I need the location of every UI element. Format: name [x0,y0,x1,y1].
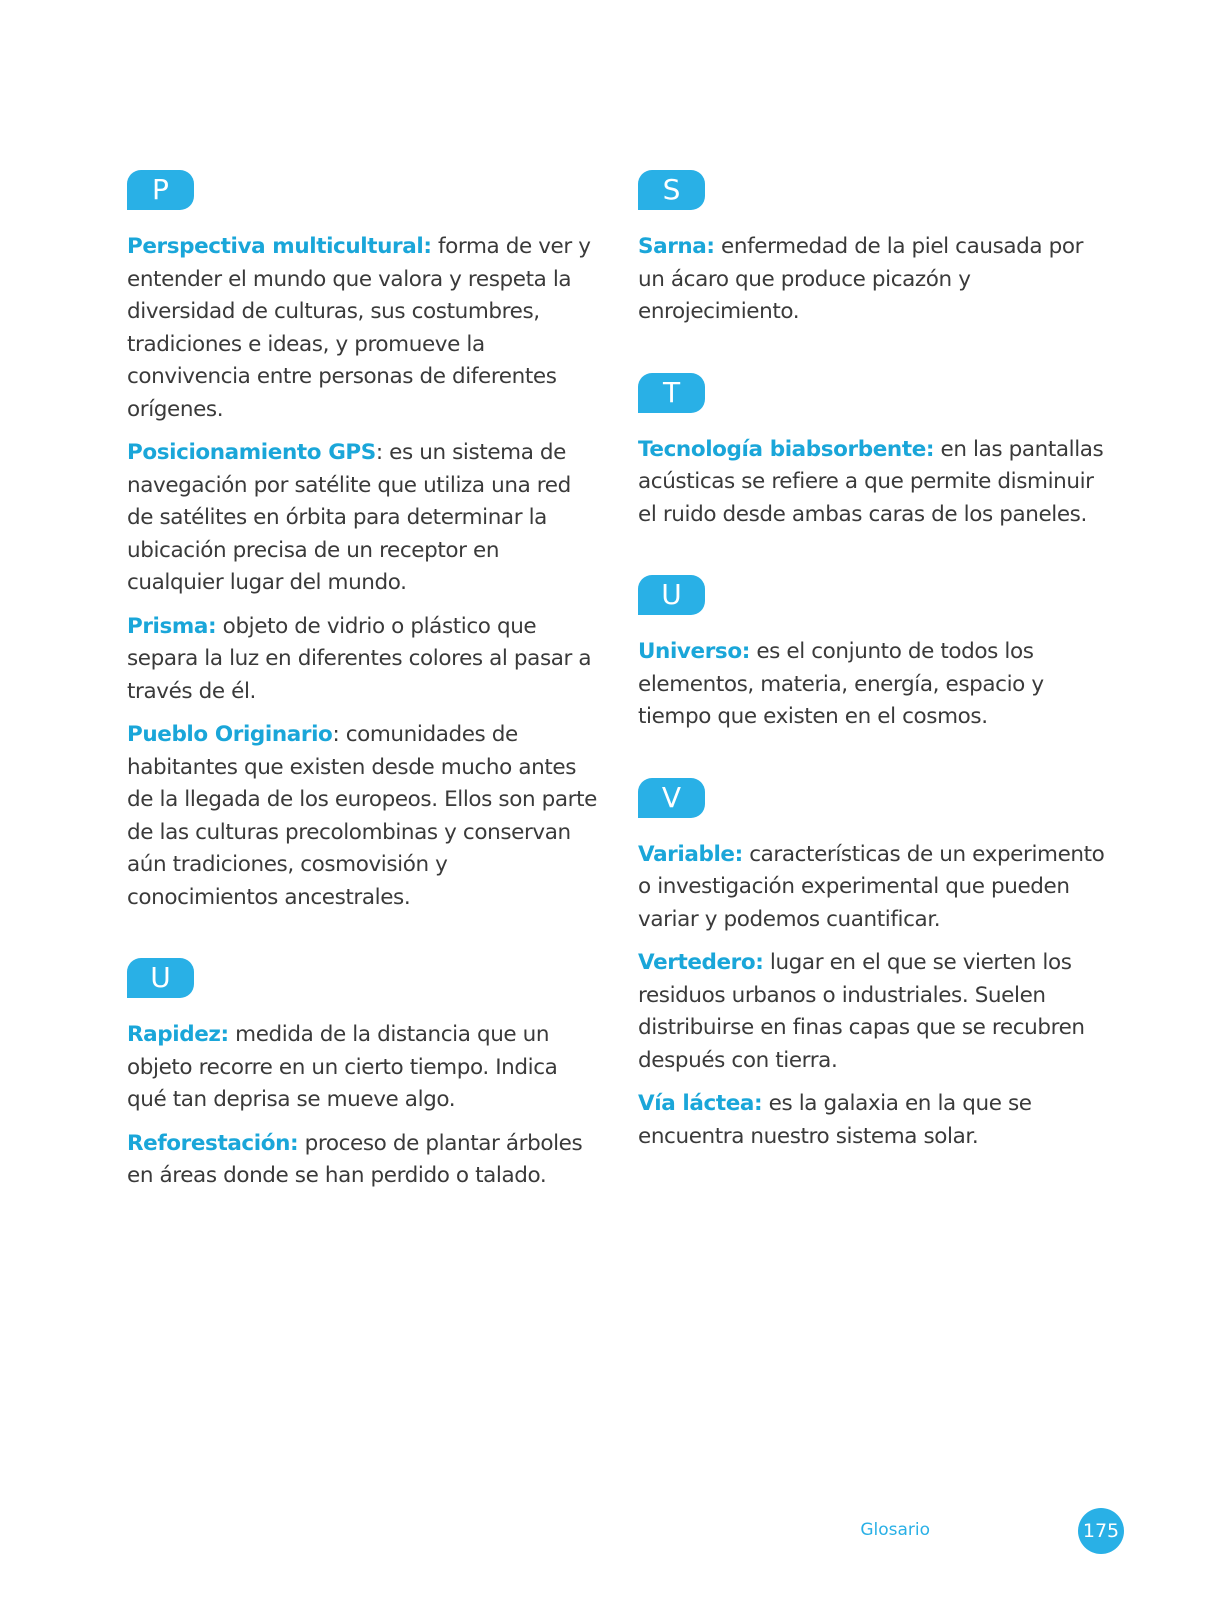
glossary-term: Vertedero: [638,950,764,975]
letter-badge: U [127,958,194,998]
letter-badge: V [638,778,705,818]
glossary-entry [638,434,1108,532]
glossary-entry [638,839,1108,937]
section-t [638,373,1108,532]
letter-badge: T [638,373,705,413]
glossary-definition: medida de la distancia que un objeto recorre en un cierto tiempo. Indica qué tan deprisa se mueve algo. [127,1022,558,1112]
letter-badge: S [638,170,705,210]
glossary-entry [638,636,1108,734]
glossary-term: Rapidez: [127,1022,229,1047]
glossary-entry [127,719,597,914]
glossary-left-column [127,170,597,1237]
glossary-definition: en las pantallas acústicas se refiere a que permite disminuir el ruido desde ambas caras de los paneles. [638,436,1104,527]
glossary-definition: forma de ver y entender el mundo que valora y respeta la diversidad de culturas, sus costumbres, tradiciones e ideas, y promueve la convivencia entre personas de diferentes orígenes. [127,234,591,422]
glossary-term: Variable: [638,841,743,867]
glossary-term: Vía láctea: [638,1091,763,1116]
glossary-entry [127,437,597,600]
glossary-definition: características de un experimento o investigación experimental que pueden variar y podemos cuantificar. [638,841,1105,932]
glossary-entry [127,1019,597,1117]
section-v [638,778,1108,1154]
glossary-definition: es el conjunto de todos los elementos, materia, energía, espacio y tiempo que existen en el cosmos. [638,639,1044,729]
glossary-entry [127,611,597,709]
glossary-right-column [638,170,1108,1197]
glossary-term: Posicionamiento GPS [127,440,376,465]
glossary-term: Perspectiva multicultural: [127,234,432,259]
glossary-entry [638,947,1108,1077]
glossary-term: Tecnología biabsorbente: [638,436,935,462]
glossary-definition: objeto de vidrio o plástico que separa la luz en diferentes colores al pasar a través de él. [127,613,592,704]
glossary-term: Pueblo Originario [127,722,333,747]
glossary-definition: enfermedad de la piel causada por un ácaro que produce picazón y enrojecimiento. [638,234,1084,324]
glossary-definition: lugar en el que se vierten los residuos urbanos o industriales. Suelen distribuirse en finas capas que se recubren después con tierra. [638,950,1085,1073]
letter-badge: U [638,575,705,615]
glossary-definition: proceso de plantar árboles en áreas donde se han perdido o talado. [127,1130,583,1188]
glossary-definition: : comunidades de habitantes que existen desde mucho antes de la llegada de los europeos. Ellos son parte de las culturas precolombinas y conservan aún tradiciones, cosmovisión y conocimientos ancestrales. [127,722,597,910]
glossary-entry [638,231,1108,329]
glossary-entry [127,1128,597,1193]
section-p [127,170,597,914]
glossary-term: Sarna: [638,234,715,259]
section-s [638,170,1108,329]
section-u [638,575,1108,734]
glossary-term: Prisma: [127,613,217,639]
section-u [127,958,597,1193]
section-label: Glosario [860,1520,930,1540]
glossary-entry [127,231,597,426]
glossary-definition: : es un sistema de navegación por satélite que utiliza una red de satélites en órbita para determinar la ubicación precisa de un receptor en cualquier lugar del mundo. [127,440,571,595]
page-number: 175 [1078,1508,1124,1554]
glossary-definition: es la galaxia en la que se encuentra nuestro sistema solar. [638,1091,1032,1149]
letter-badge: P [127,170,194,210]
glossary-term: Universo: [638,639,750,664]
glossary-entry [638,1088,1108,1153]
glossary-term: Reforestación: [127,1130,299,1156]
